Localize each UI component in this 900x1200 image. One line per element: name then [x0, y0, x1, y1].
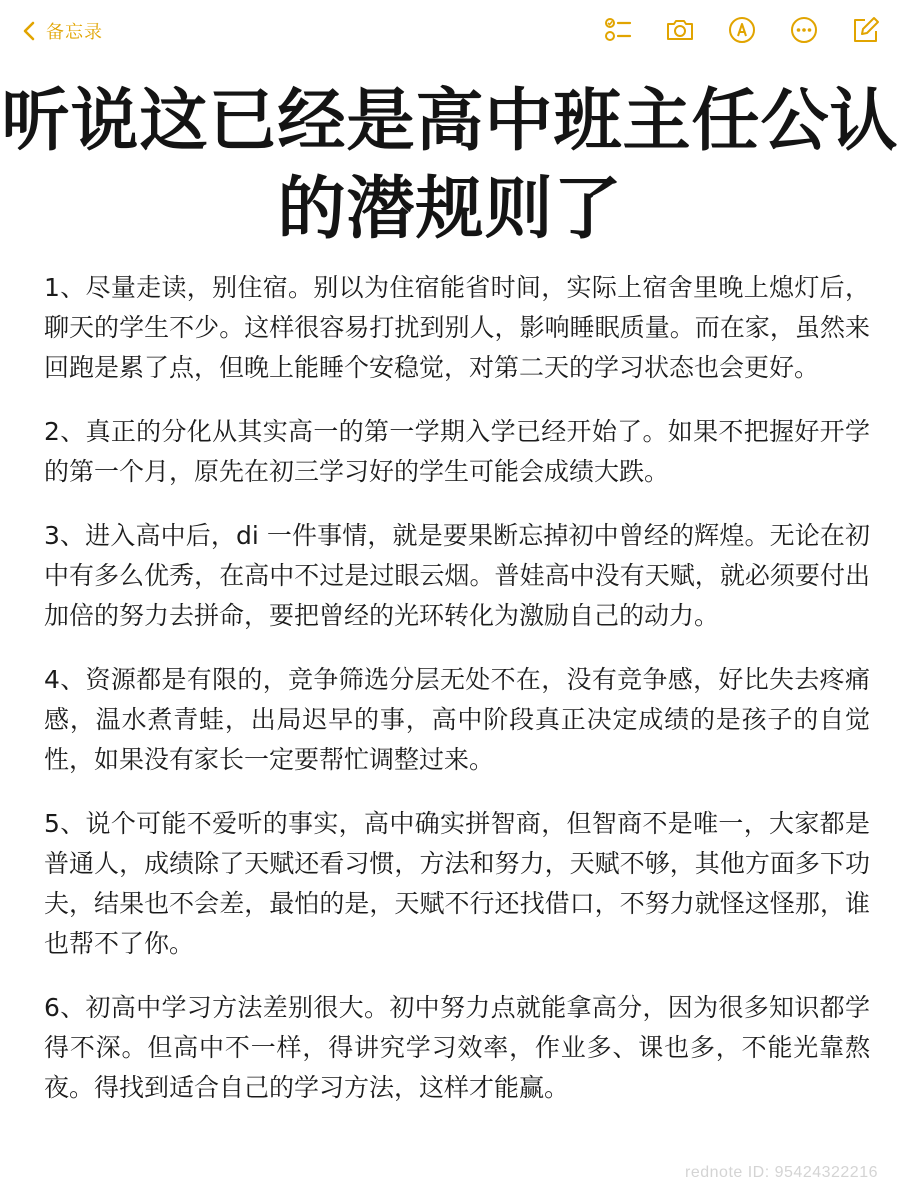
- camera-button[interactable]: [664, 14, 696, 46]
- note-title: 听说这已经是高中班主任公认的潜规则了: [1, 82, 899, 249]
- checklist-icon: [603, 15, 633, 45]
- rednote-watermark: rednote ID: 95424322216: [685, 1164, 878, 1181]
- toolbar-actions: [602, 14, 882, 46]
- note-paragraph: 4、资源都是有限的，竞争筛选分层无处不在，没有竞争感，好比失去疼痛感，温水煮青蛙，出局迟早的事，高中阶段真正决定成绩的是孩子的自觉性，如果没有家长一定要帮忙调整过来。: [44, 665, 870, 774]
- markup-pen-icon: [727, 15, 757, 45]
- back-button-label: 备忘录: [46, 22, 103, 43]
- markup-button[interactable]: [726, 14, 758, 46]
- camera-icon: [665, 15, 695, 45]
- note-paragraph: 1、尽量走读，别住宿。别以为住宿能省时间，实际上宿舍里晚上熄灯后，聊天的学生不少。这样很容易打扰到别人，影响睡眠质量。而在家，虽然来回跑是累了点，但晚上能睡个安稳觉，对第二天的学习状态也会更好。: [44, 273, 870, 382]
- back-button[interactable]: [20, 18, 103, 44]
- compose-button[interactable]: [850, 14, 882, 46]
- compose-icon: [851, 15, 881, 45]
- note-paragraph: 3、进入高中后，di 一件事情，就是要果断忘掉初中曾经的辉煌。无论在初中有多么优秀，在高中不过是过眼云烟。普娃高中没有天赋，就必须要付出加倍的努力去拼命，要把曾经的光环转化为激励自己的动力。: [44, 521, 870, 630]
- chevron-left-icon: [20, 19, 40, 43]
- notes-toolbar: [0, 0, 900, 64]
- more-icon: [789, 15, 819, 45]
- note-paragraph: 5、说个可能不爱听的事实，高中确实拼智商，但智商不是唯一，大家都是普通人，成绩除了天赋还看习惯，方法和努力，天赋不够，其他方面多下功夫，结果也不会差，最怕的是，天赋不行还找借口，不努力就怪这怪那，谁也帮不了你。: [44, 809, 870, 958]
- note-paragraph: 2、真正的分化从其实高一的第一学期入学已经开始了。如果不把握好开学的第一个月，原先在初三学习好的学生可能会成绩大跌。: [44, 417, 870, 486]
- checklist-button[interactable]: [602, 14, 634, 46]
- more-button[interactable]: [788, 14, 820, 46]
- note-paragraph: 6、初高中学习方法差别很大。初中努力点就能拿高分，因为很多知识都学得不深。但高中不一样，得讲究学习效率，作业多、课也多，不能光靠熬夜。得找到适合自己的学习方法，这样才能赢。: [44, 993, 870, 1102]
- note-body[interactable]: [44, 268, 870, 1132]
